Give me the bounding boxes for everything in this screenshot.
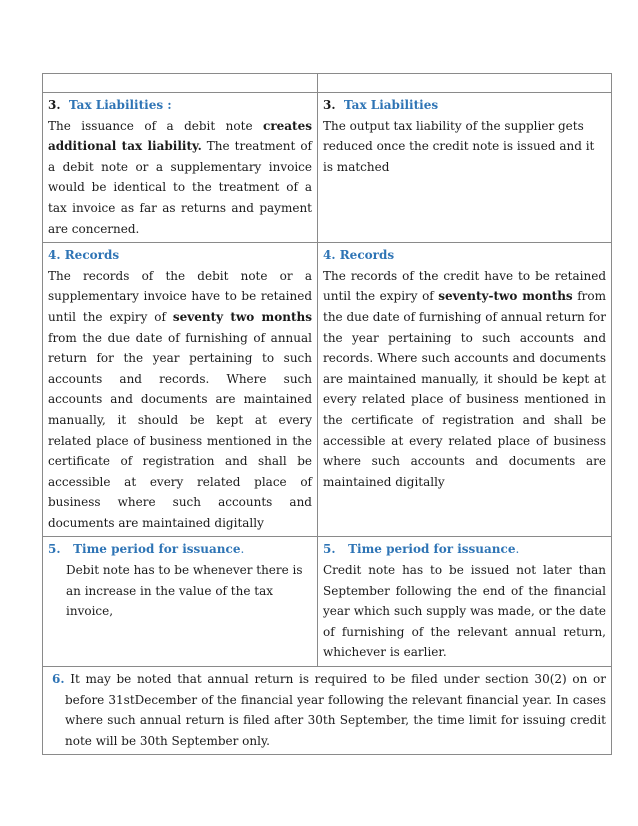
annual-return-note bbox=[48, 669, 606, 751]
credit-time-period-text: Credit note has to be issued not later than September following the end of the financial year which such supply was made, or the date of furnishing of the relevant annual return, whichever is earlier. bbox=[323, 563, 606, 660]
credit-tax-liabilities-cell bbox=[318, 93, 612, 243]
debit-records-text: The records of the debit note or a supplementary invoice have to be retained until the expiry of seventy two months from the due date of furnishing of annual return for the year pertaining to such accounts and records. Where such accounts and documents are maintained manually, it should be kept at every related place of business mentioned in the certificate of registration and shall be accessible at every related place of business where such accounts and documents are maintained digitally bbox=[48, 268, 313, 530]
row-tax-liabilities bbox=[43, 93, 612, 243]
credit-time-period-heading: 5. Time period for issuance. bbox=[323, 542, 520, 557]
section-number: 5. bbox=[323, 542, 336, 557]
note-text: It may be noted that annual return is required to be filed under section 30(2) on or before 31stDecember of the financial year following the relevant financial year. In cases where such annual return is filed after 30th September, the time limit for issuing credit note will be 30th September only. bbox=[65, 672, 606, 748]
heading-text: Time period for issuance bbox=[73, 542, 241, 557]
section-number: 5. bbox=[48, 542, 61, 557]
credit-time-period-cell bbox=[318, 537, 612, 667]
heading-text: Tax Liabilities : bbox=[68, 98, 172, 112]
row-note bbox=[43, 667, 612, 755]
debit-time-period-text: Debit note has to be whenever there is an increase in the value of the tax invoice, bbox=[66, 563, 303, 619]
credit-records-heading: 4. Records bbox=[323, 248, 395, 263]
credit-records-cell bbox=[318, 243, 612, 537]
row-records bbox=[43, 243, 612, 537]
section-number: 3. bbox=[48, 98, 61, 112]
debit-tax-liabilities-heading bbox=[48, 95, 312, 116]
debit-tax-liabilities-text: The issuance of a debit note creates additional tax liability. The treatment of a debit note or a supplementary invoice would be identical to the treatment of a tax invoice as far as returns and payment are concerned. bbox=[48, 118, 312, 236]
empty-cell-right bbox=[318, 74, 612, 93]
debit-time-period-heading: 5. Time period for issuance. bbox=[48, 542, 245, 557]
debit-tax-liabilities-cell bbox=[43, 93, 318, 243]
debit-records-heading: 4. Records bbox=[48, 248, 120, 263]
empty-cell-left bbox=[43, 74, 318, 93]
debit-time-period-cell bbox=[43, 537, 318, 667]
comparison-table bbox=[42, 73, 612, 755]
annual-return-note-cell bbox=[43, 667, 612, 755]
credit-records-text: The records of the credit have to be retained until the expiry of seventy-two months from the due date of furnishing of annual return for the year pertaining to such accounts and records. Where such accounts and documents are maintained manually, it should be kept at every related place of business mentioned in the certificate of registration and shall be accessible at every related place of business where such accounts and documents are maintained digitally bbox=[323, 268, 606, 489]
debit-records-cell bbox=[43, 243, 318, 537]
credit-tax-liabilities-text: The output tax liability of the supplier gets reduced once the credit note is issued and it is matched bbox=[323, 118, 595, 174]
row-time-period bbox=[43, 537, 612, 667]
heading-text: Time period for issuance bbox=[348, 542, 516, 557]
header-row-empty bbox=[43, 74, 612, 93]
heading-text: Tax Liabilities bbox=[343, 98, 439, 112]
section-number: 6. bbox=[52, 672, 65, 687]
section-number: 3. bbox=[323, 98, 336, 112]
credit-tax-liabilities-heading bbox=[323, 95, 606, 116]
